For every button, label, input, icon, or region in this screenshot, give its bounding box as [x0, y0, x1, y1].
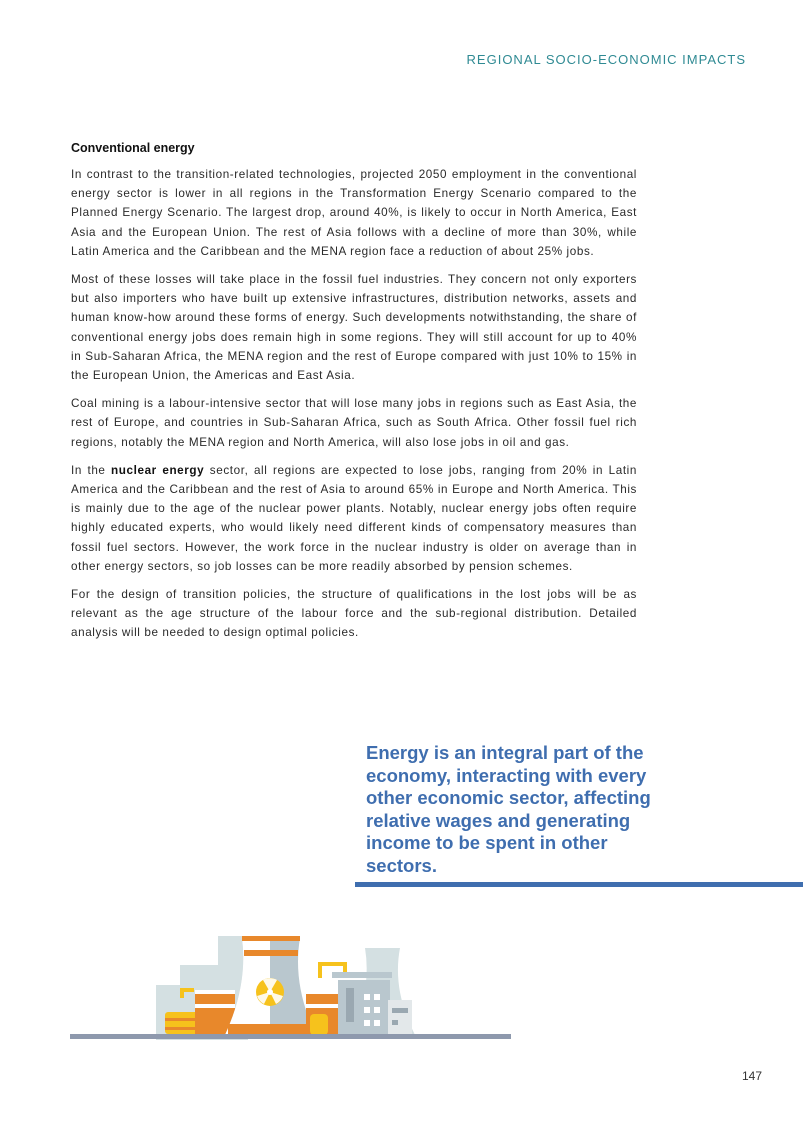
nuclear-prefix: In the — [71, 463, 112, 477]
paragraph-1: In contrast to the transition-related technologies, projected 2050 employment in the conventional energy sector is lower in all regions in the Transformation Energy Scenario compared to the Planned Energy Scenario. The largest drop, around 40%, is likely to occur in North America, East Asia and the European Union. The rest of Asia follows with a decline of more than 30%, while Latin America and the Caribbean and the MENA region face a reduction of about 25% jobs. — [71, 168, 637, 258]
pull-quote: Energy is an integral part of the economy, interacting with every other economic sector, affecting relative wages and generating income to be spent in other sectors. — [366, 742, 651, 876]
paragraph-nuclear — [71, 461, 637, 576]
ground-line — [70, 1034, 511, 1039]
paragraph-2: Most of these losses will take place in the fossil fuel industries. They concern not only exporters but also importers who have built up extensive infrastructures, distribution networks, assets and human know-how around these forms of energy. Such developments notwithstanding, the share of conventional energy jobs does remain high in some regions. They will still account for up to 40% in Sub-Saharan Africa, the MENA region and the rest of Europe compared with just 10% to 15% in the European Union, the Americas and East Asia. — [71, 273, 637, 383]
page-number: 147 — [741, 1069, 762, 1083]
paragraph-final: For the design of transition policies, the structure of qualifications in the lost jobs will be as relevant as the age structure of the labour force and the sub-regional distribution. Detailed analysis will be needed to design optimal policies. — [71, 588, 637, 640]
nuclear-bold-term: nuclear energy — [111, 463, 205, 477]
office-building-icon — [332, 972, 412, 1035]
power-plant-illustration — [70, 930, 515, 1045]
section-title: Conventional energy — [71, 141, 195, 155]
article-body — [71, 141, 637, 652]
pull-quote-divider — [355, 882, 803, 887]
nuclear-rest: sector, all regions are expected to lose jobs, ranging from 20% in Latin America and the Caribbean and the rest of Asia to around 65% in Europe and North America. This is mainly due to the age of the nuclear power plants. Notably, nuclear energy jobs often require highly educated experts, who would likely need different kinds of compensatory measures than fossil fuel sectors. However, the work force in the nuclear industry is older on average than in other energy sectors, so job losses can be more readily absorbed by pension schemes. — [71, 463, 637, 573]
section-header: REGIONAL SOCIO-ECONOMIC IMPACTS — [466, 52, 746, 67]
paragraph-3: Coal mining is a labour-intensive sector that will lose many jobs in regions such as East Asia, the rest of Europe, and countries in Sub-Saharan Africa, such as South Africa. Other fossil fuel rich regions, notably the MENA region and North America, will also lose jobs in oil and gas. — [71, 397, 637, 449]
